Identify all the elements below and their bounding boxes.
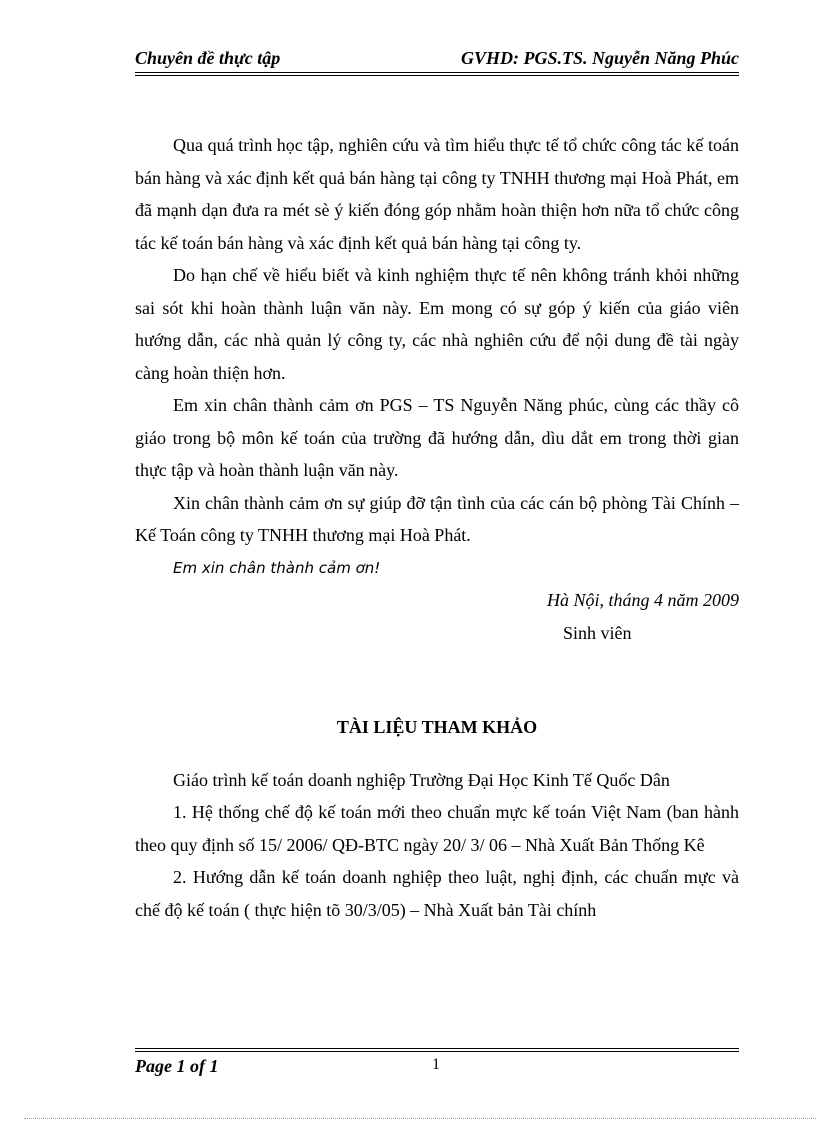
page-footer (135, 1056, 739, 1080)
references-title: TÀI LIỆU THAM KHẢO (336, 717, 538, 737)
body-paragraph: Do hạn chế về hiểu biết và kinh nghiệm thực tế nên không tránh khỏi những sai sót khi hoàn thành luận văn này. Em mong có sự góp ý kiến của giáo viên hướng dẫn, các nhà quản lý công ty, các nhà nghiên cứu để nội dung đề tài ngày càng hoàn thiện hơn. (135, 265, 739, 383)
signature-date: Hà Nội, tháng 4 năm 2009 (546, 590, 739, 610)
references-intro: Giáo trình kế toán doanh nghiệp Trường Đại Học Kinh Tế Quốc Dân (173, 769, 670, 790)
reference-item: 1. Hệ thống chế độ kế toán mới theo chuẩn mực kế toán Việt Nam (ban hành theo quy định số 15/ 2006/ QĐ-BTC ngày 20/ 3/ 06 – Nhà Xuất Bản Thống Kê (135, 802, 739, 855)
signature-role: Sinh viên (563, 622, 632, 643)
closing-thanks: Em xin chân thành cảm ơn! (173, 558, 381, 577)
reference-item: 2. Hướng dẫn kế toán doanh nghiệp theo luật, nghị định, các chuẩn mực và chế độ kế toán ( thực hiện tõ 30/3/05) – Nhà Xuất bản Tài chính (135, 867, 739, 920)
footer-page-number: 1 (432, 1056, 440, 1073)
body-paragraph: Qua quá trình học tập, nghiên cứu và tìm hiểu thực tế tổ chức công tác kế toán bán hàng và xác định kết quả bán hàng tại công ty TNHH thương mại Hoà Phát, em đã mạnh dạn đưa ra mét sè ý kiến đóng góp nhằm hoàn thiện hơn nữa tổ chức công tác kế toán bán hàng và xác định kết quả bán hàng tại công ty. (135, 135, 739, 253)
page-header (135, 48, 739, 74)
document-body (135, 129, 739, 926)
header-divider (135, 72, 739, 76)
header-title: Chuyên đề thực tập (135, 48, 281, 68)
footer-page-label: Page 1 of 1 (135, 1056, 219, 1076)
body-paragraph: Xin chân thành cảm ơn sự giúp đỡ tận tình của các cán bộ phòng Tài Chính – Kế Toán công ty TNHH thương mại Hoà Phát. (135, 492, 739, 545)
footer-divider (135, 1048, 739, 1052)
body-paragraph: Em xin chân thành cảm ơn PGS – TS Nguyễn Năng phúc, cùng các thầy cô giáo trong bộ môn kế toán của trường đã hướng dẫn, dìu dắt em trong thời gian thực tập và hoàn thành luận văn này. (135, 395, 739, 480)
page-edge-divider (24, 1118, 816, 1119)
header-supervisor: GVHD: PGS.TS. Nguyễn Năng Phúc (460, 48, 739, 68)
